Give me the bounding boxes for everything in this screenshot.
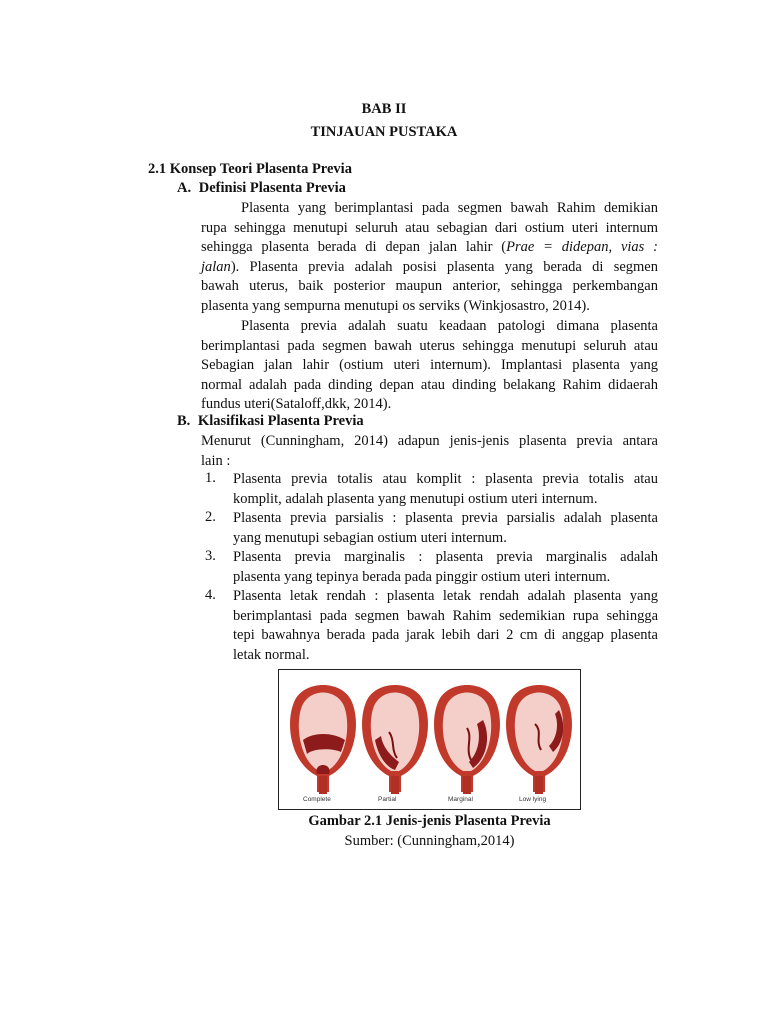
list-item (233, 509, 658, 548)
para1-line4-text: ). Plasenta previa adalah posisi plasenta yang berada di segmen (230, 258, 658, 275)
para1-line1: Plasenta yang berimplantasi pada segmen bawah Rahim demikian (241, 200, 658, 216)
paragraph-classification-intro (201, 432, 658, 471)
para1-line2: rupa sehingga menutupi seluruh atau sebagian dari ostium uteri internum (201, 219, 658, 236)
para1-line5: bawah uterus, baik posterior maupun anterior, sehingga perkembangan (201, 278, 658, 295)
para1-line4-italic: jalan (201, 258, 231, 275)
subheading-a-letter: A. (177, 180, 192, 196)
para2-line2: berimplantasi pada segmen bawah uterus sehingga menutupi seluruh atau (201, 337, 658, 354)
list-item-line: Plasenta letak rendah : plasenta letak rendah adalah plasenta yang (233, 588, 658, 604)
list-item-line: letak normal. (233, 646, 310, 663)
list-number: 4. (205, 587, 216, 603)
figure-label-complete: Complete (303, 796, 331, 803)
chapter-title: TINJAUAN PUSTAKA (310, 124, 458, 140)
list-item-line: plasenta yang tepinya berada pada pinggir ostium uteri internum. (233, 568, 611, 585)
figure-caption: Gambar 2.1 Jenis-jenis Plasenta Previa (308, 813, 551, 829)
para1-line4 (201, 258, 658, 278)
intro-line1: Menurut (Cunningham, 2014) adapun jenis-jenis plasenta previa antara (201, 433, 658, 449)
section-title: Konsep Teori Plasenta Previa (169, 161, 352, 177)
list-item (233, 470, 658, 509)
para1-line3-text: sehingga plasenta berada di depan jalan lahir ( (201, 239, 507, 256)
placenta-previa-figure (278, 669, 581, 810)
list-item (233, 587, 658, 665)
list-item-line: tepi bawahnya berada pada jarak lebih dari 2 cm di anggap plasenta (233, 627, 658, 644)
list-item-line: berimplantasi pada segmen bawah Rahim sedemikian rupa sehingga (233, 607, 658, 624)
subheading-a-title: Definisi Plasenta Previa (198, 180, 346, 196)
figure-label-partial: Partial (378, 796, 397, 803)
intro-line2: lain : (201, 452, 231, 469)
list-item-line: yang menutupi sebagian ostium uteri internum. (233, 529, 507, 546)
paragraph-definition-1 (201, 199, 658, 317)
subheading-b-title: Klasifikasi Plasenta Previa (197, 413, 364, 429)
list-item-line: Plasenta previa totalis atau komplit : plasenta previa totalis atau (233, 471, 658, 487)
subheading-b-letter: B. (177, 413, 191, 429)
para1-line3-italic: Prae = didepan, vias : (506, 239, 658, 256)
para2-line1: Plasenta previa adalah suatu keadaan patologi dimana plasenta (241, 318, 658, 334)
para1-line3 (201, 238, 658, 258)
uterus-complete (290, 685, 356, 794)
uterus-marginal (434, 685, 500, 794)
uterus-low-lying (506, 685, 572, 794)
para2-line4: normal adalah pada dinding depan atau dinding belakang Rahim didaerah (201, 376, 658, 393)
paragraph-definition-2 (201, 317, 658, 415)
list-item-line: komplit, adalah plasenta yang menutupi ostium uteri internum. (233, 490, 598, 507)
para2-line5: fundus uteri(Sataloff,dkk, 2014). (201, 396, 392, 413)
list-number: 1. (205, 470, 216, 486)
list-item-line: Plasenta previa marginalis : plasenta previa marginalis adalah (233, 549, 658, 565)
list-item (233, 548, 658, 587)
para2-line3: Sebagian jalan lahir (ostium uteri internum). Implantasi plasenta yang (201, 357, 658, 374)
list-number: 2. (205, 509, 216, 525)
subheading-b (177, 413, 364, 430)
para1-line6: plasenta yang sempurna menutupi os serviks (Winkjosastro, 2014). (201, 297, 590, 314)
list-item-line: Plasenta previa parsialis : plasenta previa parsialis adalah plasenta (233, 510, 658, 526)
figure-source: Sumber: (Cunningham,2014) (344, 833, 515, 849)
uterus-partial (362, 685, 428, 794)
figure-label-marginal: Marginal (448, 796, 473, 803)
section-number: 2.1 (148, 161, 167, 177)
list-number: 3. (205, 548, 216, 564)
subheading-a (177, 180, 346, 197)
chapter-heading: BAB II (361, 101, 407, 117)
placenta-previa-illustration (279, 670, 580, 809)
section-heading (148, 161, 352, 178)
figure-label-low-lying: Low lying (519, 796, 547, 803)
